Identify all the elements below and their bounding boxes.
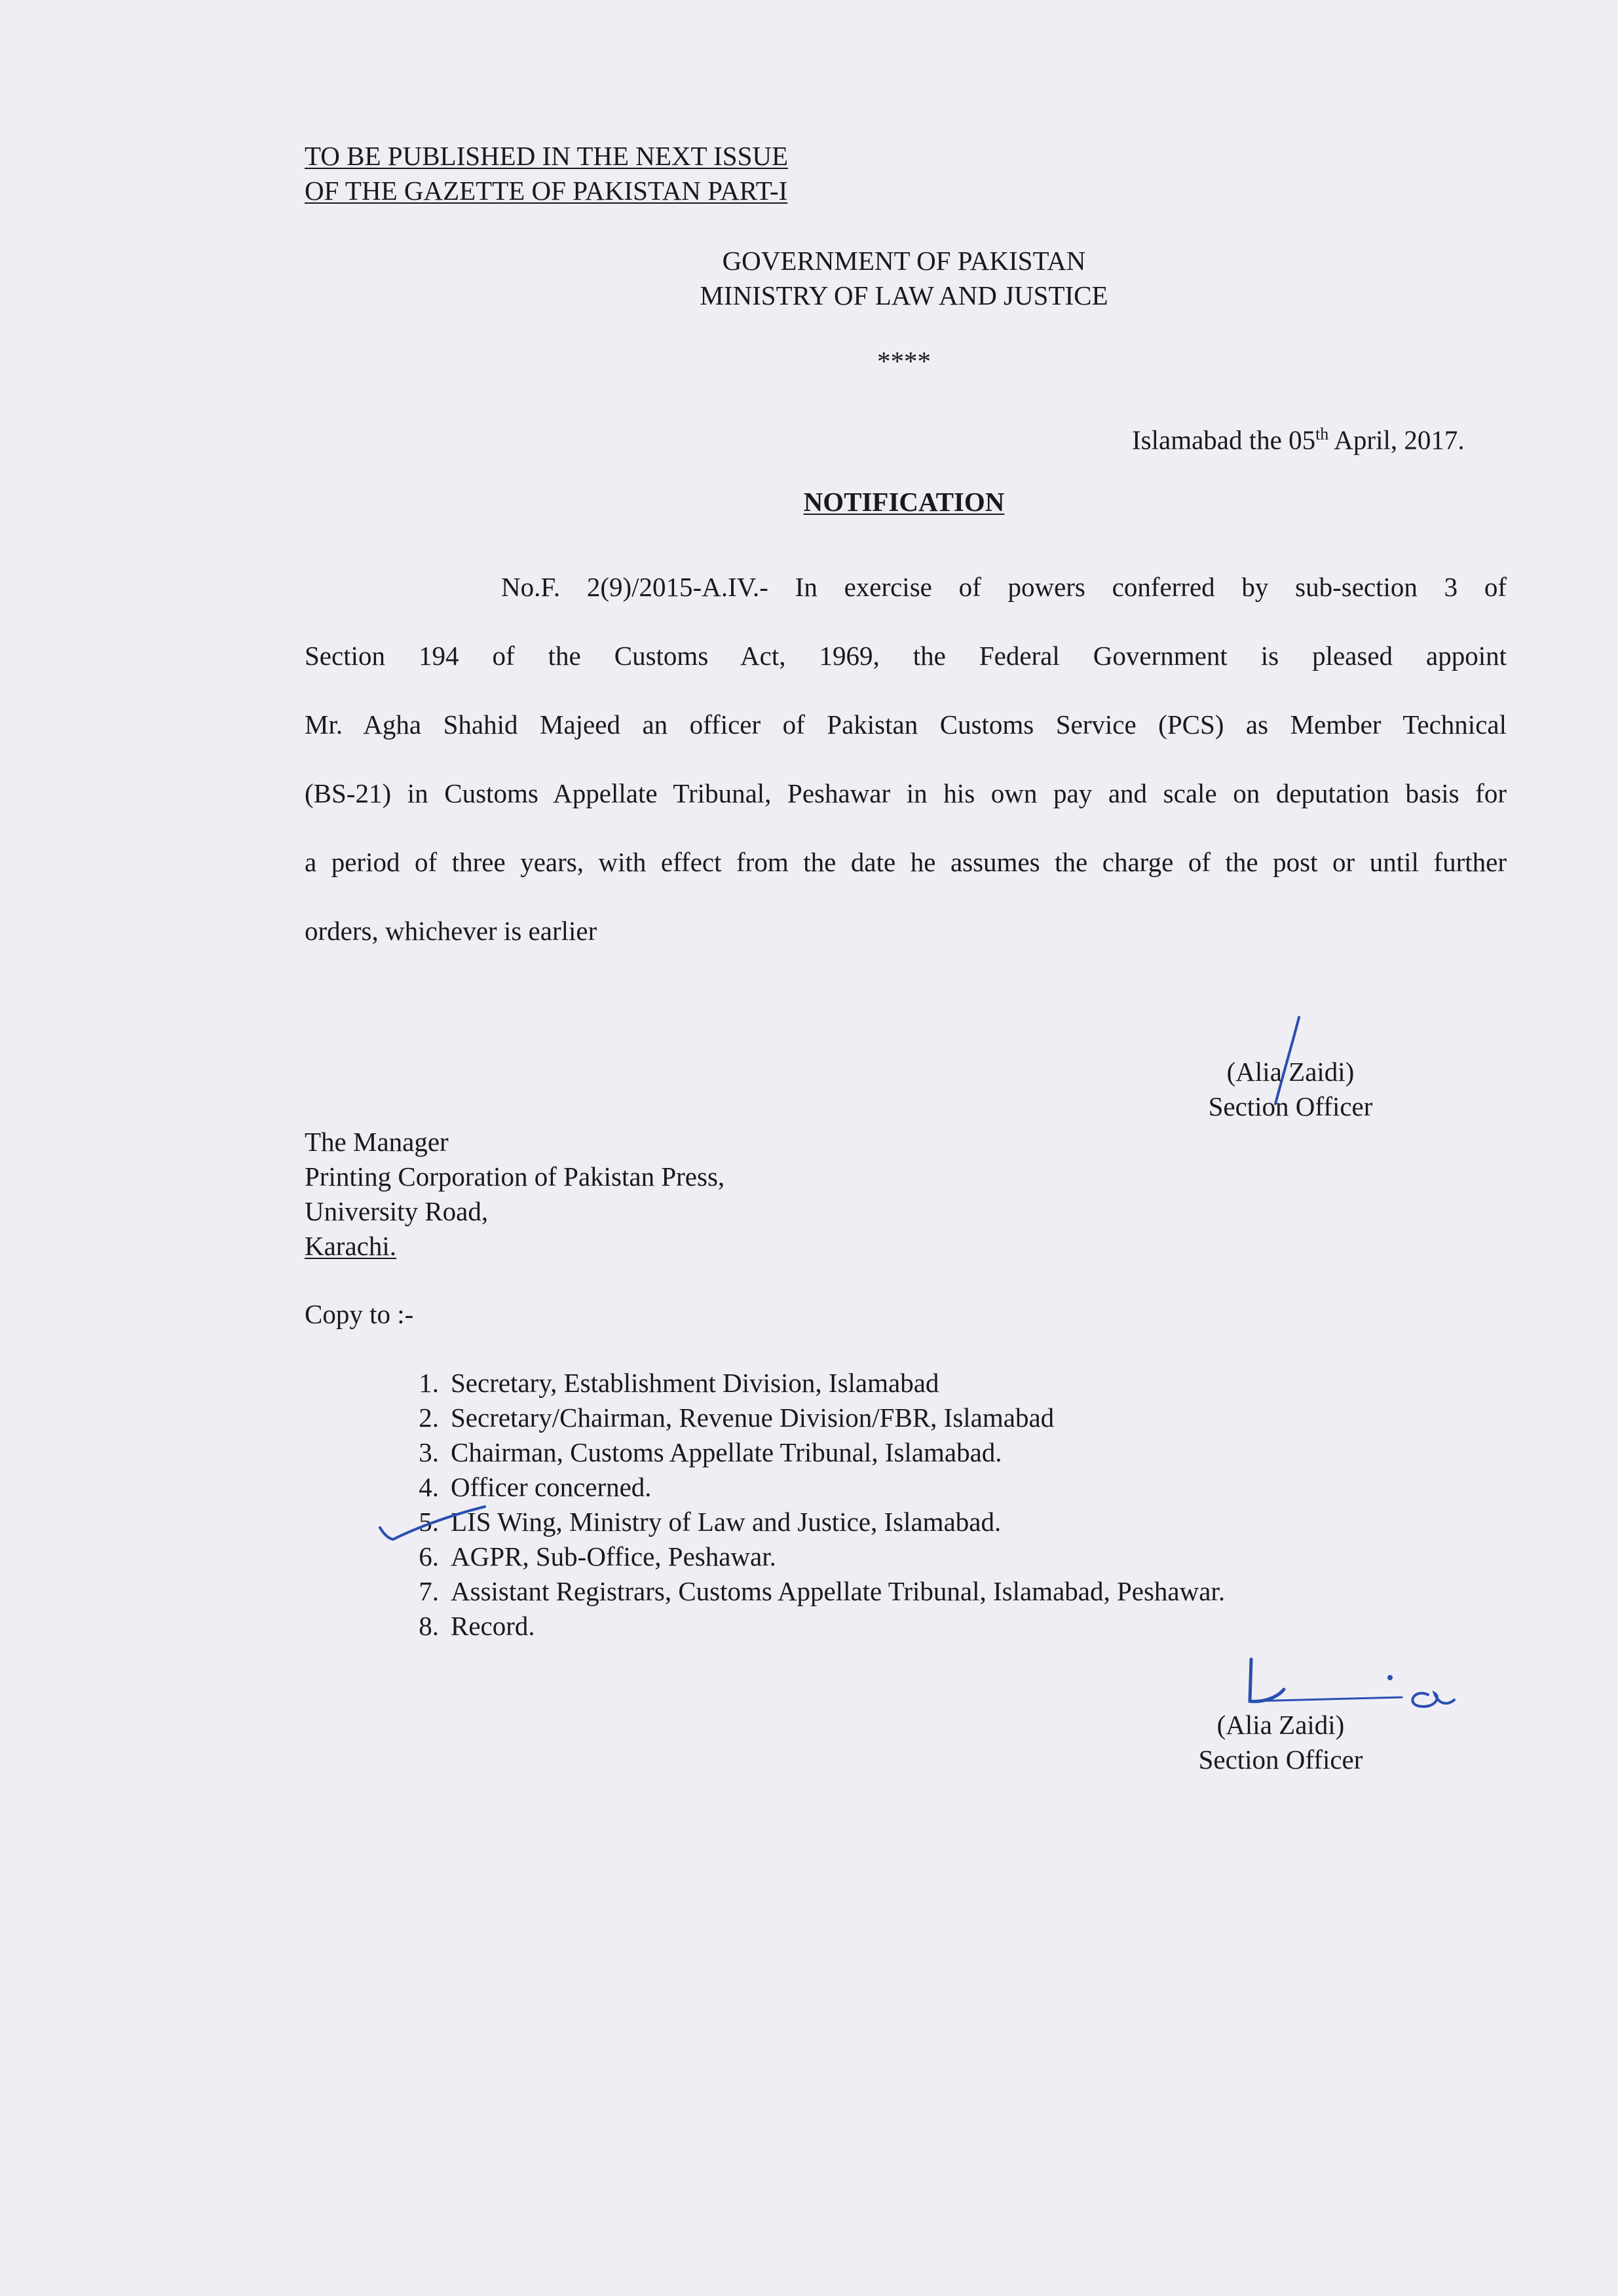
list-item-text: Record. <box>451 1611 535 1641</box>
list-item-number: 1. <box>419 1368 439 1398</box>
list-item-text: AGPR, Sub-Office, Peshawar. <box>451 1541 776 1571</box>
signature-1-designation: Section Officer <box>1208 1091 1373 1121</box>
list-item <box>393 1574 1225 1609</box>
list-item <box>393 1366 1225 1401</box>
list-item-text: LIS Wing, Ministry of Law and Justice, Islamabad. <box>451 1507 1002 1537</box>
addressee-line-2: Printing Corporation of Pakistan Press, <box>305 1161 725 1192</box>
list-item-text: Secretary, Establishment Division, Islamabad <box>451 1368 939 1398</box>
addressee-line-1: The Manager <box>305 1127 449 1157</box>
date-superscript: th <box>1315 424 1329 443</box>
list-item-text: Secretary/Chairman, Revenue Division/FBR, Islamabad <box>451 1402 1055 1433</box>
separator-stars: **** <box>877 346 931 376</box>
body-line-4: (BS-21) in Customs Appellate Tribunal, Peshawar in his own pay and scale on deputation basis for <box>305 778 1507 808</box>
signature-2-designation: Section Officer <box>1198 1744 1363 1775</box>
issuer-ministry: MINISTRY OF LAW AND JUSTICE <box>700 280 1108 311</box>
date-prefix: Islamabad the 05 <box>1132 424 1316 455</box>
body-line-2: Section 194 of the Customs Act, 1969, the Federal Government is pleased appoint <box>305 641 1507 671</box>
date-line <box>1132 417 1465 458</box>
list-item-number: 8. <box>419 1611 439 1641</box>
list-item <box>393 1435 1225 1470</box>
list-item-text: Assistant Registrars, Customs Appellate Tribunal, Islamabad, Peshawar. <box>451 1576 1226 1606</box>
issuer-government: GOVERNMENT OF PAKISTAN <box>722 246 1086 276</box>
body-line-6: orders, whichever is earlier <box>305 916 597 946</box>
gazette-header-line-1: TO BE PUBLISHED IN THE NEXT ISSUE <box>305 141 789 171</box>
gazette-header-line-2: OF THE GAZETTE OF PAKISTAN PART-I <box>305 176 788 206</box>
list-item <box>393 1609 1225 1644</box>
signature-1-name: (Alia Zaidi) <box>1226 1057 1355 1087</box>
list-item-number: 2. <box>419 1402 439 1433</box>
body-line-1: No.F. 2(9)/2015-A.IV.- In exercise of powers conferred by sub-section 3 of <box>501 572 1507 602</box>
signature-2-name: (Alia Zaidi) <box>1216 1710 1345 1740</box>
date-suffix: April, 2017. <box>1328 424 1465 455</box>
list-item <box>393 1505 1225 1539</box>
body-line-5: a period of three years, with effect from the date he assumes the charge of the post or until further <box>305 847 1507 877</box>
list-item-number: 5. <box>419 1507 439 1537</box>
body-line-3: Mr. Agha Shahid Majeed an officer of Pakistan Customs Service (PCS) as Member Technical <box>305 709 1507 740</box>
addressee-line-4: Karachi. <box>305 1231 396 1261</box>
list-item <box>393 1401 1225 1435</box>
page-title: NOTIFICATION <box>803 487 1005 517</box>
list-item-text: Officer concerned. <box>451 1472 652 1502</box>
list-item-number: 3. <box>419 1437 439 1467</box>
addressee-line-3: University Road, <box>305 1196 489 1226</box>
list-item-number: 7. <box>419 1576 439 1606</box>
list-item <box>393 1470 1225 1505</box>
copy-to-label: Copy to :- <box>305 1299 414 1329</box>
list-item-text: Chairman, Customs Appellate Tribunal, Islamabad. <box>451 1437 1002 1467</box>
list-item-number: 6. <box>419 1541 439 1571</box>
list-item-number: 4. <box>419 1472 439 1502</box>
list-item <box>393 1539 1225 1574</box>
copy-to-list <box>393 1366 1225 1644</box>
